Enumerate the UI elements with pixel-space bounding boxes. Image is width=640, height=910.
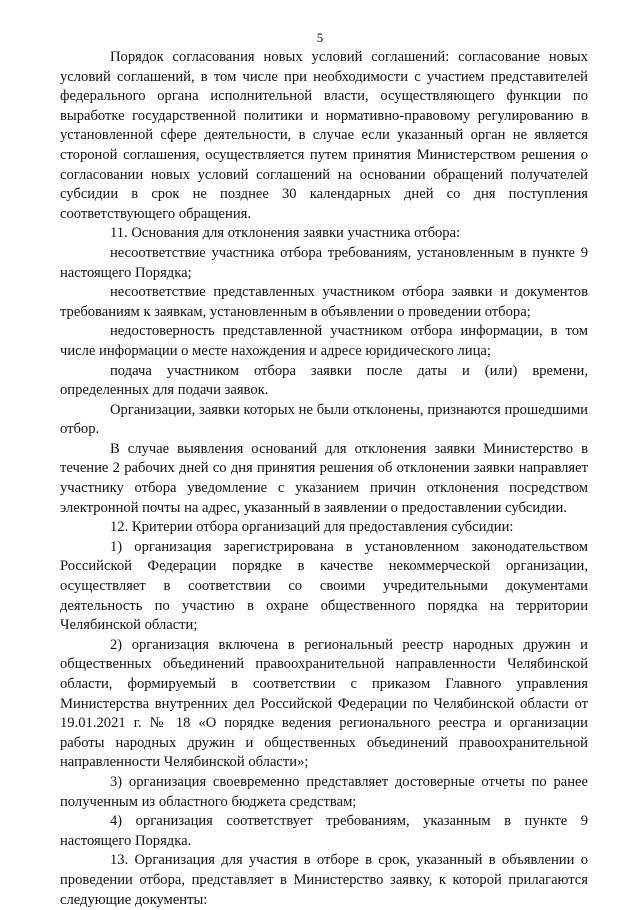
paragraph: недостоверность представленной участником отбора информации, в том числе информации о месте нахождения и адресе юридического лица;: [60, 323, 588, 359]
page-number: 5: [316, 30, 324, 45]
paragraph: 3) организация своевременно представляет достоверные отчеты по ранее полученным из областного бюджета средствам;: [60, 773, 588, 810]
paragraph: несоответствие участника отбора требованиям, установленным в пункте 9 настоящего Порядка;: [60, 244, 588, 281]
paragraph: В случае выявления оснований для отклонения заявки Министерство в течение 2 рабочих дней со дня принятия решения об отклонении заявки направляет участнику отбора уведомление с указанием причин отклонения посредством электронной почты на адрес, указанный в заявлении о предоставлении субсидии.: [60, 440, 588, 516]
paragraph: 12. Критерии отбора организаций для предоставления субсидии:: [110, 519, 514, 536]
paragraph: 2) организация включена в региональный реестр народных дружин и общественных объединений правоохранительной направленности Челябинской области, формируемый в соответствии с приказом Главного управления Министерства внутренних дел Российской Федерации по Челябинской области от 19.01.2021 г. № 18 «О порядке ведения регионального реестра и организации работы народных дружин и общественных объединений правоохранительной направленности Челябинской области»;: [60, 636, 588, 771]
paragraph: 1) организация зарегистрирована в установленном законодательством Российской Федерации порядке в качестве некоммерческой организации, осуществляет в соответствии со своими учредительными документами деятельность по участию в охране общественного порядка на территории Челябинской области;: [60, 538, 588, 634]
paragraph: 4) организация соответствует требованиям, указанным в пункте 9 настоящего Порядка.: [60, 813, 588, 849]
paragraph: подача участником отбора заявки после даты и (или) времени, определенных для подачи заявок.: [60, 362, 588, 399]
paragraph: несоответствие представленных участником отбора заявки и документов требованиям к заявкам, установленным в объявлении о проведении отбора;: [60, 284, 588, 320]
paragraph: 13. Организация для участия в отборе в срок, указанный в объявлении о проведении отбора, представляет в Министерство заявку, к которой прилагаются следующие документы:: [60, 852, 588, 908]
paragraph: Организации, заявки которых не были отклонены, признаются прошедшими отбор.: [60, 401, 588, 438]
paragraph: 11. Основания для отклонения заявки участника отбора:: [110, 225, 461, 242]
document-body: [60, 48, 588, 910]
paragraph: Порядок согласования новых условий соглашений: согласование новых условий соглашений, в том числе при необходимости с участием представителей федерального органа исполнительной власти, осуществляющего функции по выработке государственной политики и нормативно-правовому регулированию в установленной сфере деятельности, в случае если указанный орган не является стороной соглашения, осуществляется путем принятия Министерством решения о согласовании новых условий соглашений на основании обращений получателей субсидии в срок не позднее 30 календарных дней со дня поступления соответствующего обращения.: [60, 49, 588, 222]
